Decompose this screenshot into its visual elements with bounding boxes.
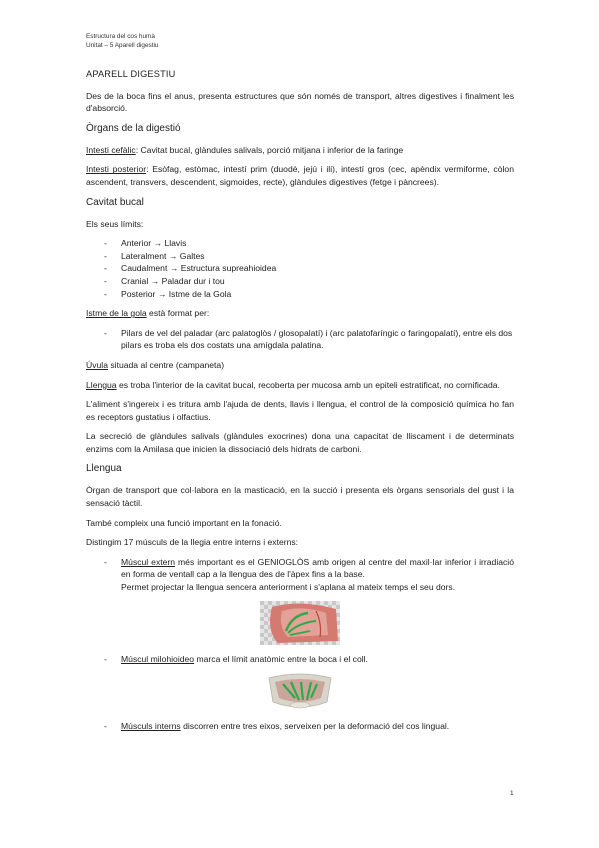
posterior-text: : Esòfag, estòmac, intestí prim (duodè, jejú i ili), intestí gros (cec, apèndix vermiforme, còlon ascendent, transvers, descendent, sigmoides, recte), glàndules digestives (fetge i pàncrees). [86, 164, 514, 187]
intro-paragraph: Des de la boca fins el anus, presenta estructures que són només de transport, altres digestives i finalment les d'absorció. [86, 90, 514, 114]
list-item [86, 653, 514, 666]
aliment-paragraph: L'aliment s'ingereix i es tritura amb l'ajuda de dents, llavis i llengua, el control de la composició química ho fan es receptors gustatius i olfactius. [86, 399, 514, 422]
page-number: 1 [510, 790, 514, 797]
posterior-paragraph [86, 163, 514, 188]
limit-direction: Anterior → [121, 238, 165, 249]
limit-direction: Caudalment → [121, 263, 181, 274]
header-course: Estructura del cos humà [86, 33, 155, 40]
uvula-text: situada al centre (campaneta) [107, 359, 225, 370]
limit-target: Galtes [179, 250, 205, 261]
limit-target: Istme de la Gola [168, 288, 232, 299]
limit-direction: Cranial → [121, 275, 162, 286]
bullet-dash: - [104, 275, 107, 286]
muscles-list-2 [86, 653, 514, 666]
muscles-list [86, 556, 514, 594]
list-item [86, 262, 514, 275]
list-item [86, 237, 514, 250]
document-body [86, 68, 514, 740]
organ-transport-paragraph: Òrgan de transport que col·labora en la masticació, en la succió i presenta els òrgans sensorials del gust i la sensació tàctil. [86, 485, 514, 509]
mylohyoid-illustration [86, 672, 514, 712]
istme-paragraph [86, 307, 514, 320]
bullet-dash: - [104, 653, 107, 664]
distingim-paragraph: Distingim 17 músculs de la llegia entre interns i externs: [86, 537, 299, 548]
limit-direction: Posterior → [121, 288, 169, 299]
limit-target: Estructura supreahioidea [180, 263, 277, 274]
secrecio-paragraph: La secreció de glàndules salivals (glàndules exocrines) dona una capacitat de lliscament i de determinats enzims com la Amilasa que inicien la dissociació dels hidrats de carboni. [86, 431, 514, 454]
list-item [86, 327, 514, 352]
posterior-label: Intesti posterior [86, 164, 147, 175]
cefalic-text: : Cavitat bucal, glàndules salivals, porció mitjana i inferior de la faringe [135, 144, 404, 155]
llengua-label: Llengua [86, 379, 117, 390]
bullet-dash: - [104, 238, 107, 249]
limits-list [86, 237, 514, 300]
list-item [86, 720, 514, 733]
muscle-label: Músculs interns [121, 721, 181, 732]
list-item [86, 275, 514, 288]
llengua-paragraph [86, 379, 514, 392]
genioglossus-illustration [86, 601, 514, 645]
header-unit: Unitat – 5 Aparell digestiu [86, 41, 159, 49]
muscles-list-3 [86, 720, 514, 733]
uvula-paragraph [86, 359, 514, 372]
cefalic-label: Intesti cefàlic [86, 144, 136, 155]
bullet-dash: - [104, 263, 107, 274]
fonacio-paragraph: També compleix una funció important en la fonació. [86, 517, 282, 528]
document-title: APARELL DIGESTIU [86, 69, 176, 79]
istme-item-text: Pilars de vel del paladar (arc palatoglòs / glosopalatí) i (arc palatofaríngic o faringopalatí), entre els dos pilars es troba els dos costats una amígdala palatina. [121, 327, 513, 351]
limit-target: Paladar dur i tou [161, 275, 225, 286]
running-header [86, 33, 158, 50]
bullet-dash: - [104, 556, 107, 567]
bullet-dash: - [104, 721, 107, 732]
list-item [86, 250, 514, 263]
list-item [86, 288, 514, 301]
tongue-muscle-image [260, 601, 340, 645]
istme-text: està format per: [146, 308, 210, 319]
bullet-dash: - [104, 327, 107, 338]
llengua-text: es troba l'interior de la cavitat bucal, recoberta per mucosa amb un epiteli estratificat, no cornificada. [116, 379, 500, 390]
muscle-text: discorren entre tres eixos, serveixen per la deformació del cos lingual. [180, 721, 450, 732]
muscle-label: Múscul milohioideo [121, 653, 195, 664]
muscle-label: Múscul extern [121, 556, 176, 567]
muscle-text: marca el límit anatòmic entre la boca i el coll. [194, 653, 368, 664]
limits-intro: Els seus límits: [86, 218, 144, 229]
cefalic-paragraph [86, 144, 514, 157]
cavitat-heading: Cavitat bucal [86, 196, 144, 208]
bullet-dash: - [104, 288, 107, 299]
llengua-heading: Llengua [86, 463, 122, 475]
istme-list [86, 327, 514, 352]
list-item [86, 556, 514, 594]
muscle-text: més important es el GENIOGLÒS amb origen al centre del maxil·lar inferior i irradiació en forma de ventall cap a la llengua des de l'àpex fins a la base. Permet projectar la llengua sencera anteriorment i s'aplana al mateix temps el seu dors. [121, 556, 514, 593]
limit-target: Llavis [164, 238, 187, 249]
uvula-label: Úvula [86, 359, 108, 370]
bullet-dash: - [104, 250, 107, 261]
organs-heading: Òrgans de la digestió [86, 122, 181, 134]
limit-direction: Lateralment → [121, 250, 180, 261]
istme-label: Istme de la gola [86, 308, 147, 319]
mylohyoid-image [265, 672, 335, 712]
